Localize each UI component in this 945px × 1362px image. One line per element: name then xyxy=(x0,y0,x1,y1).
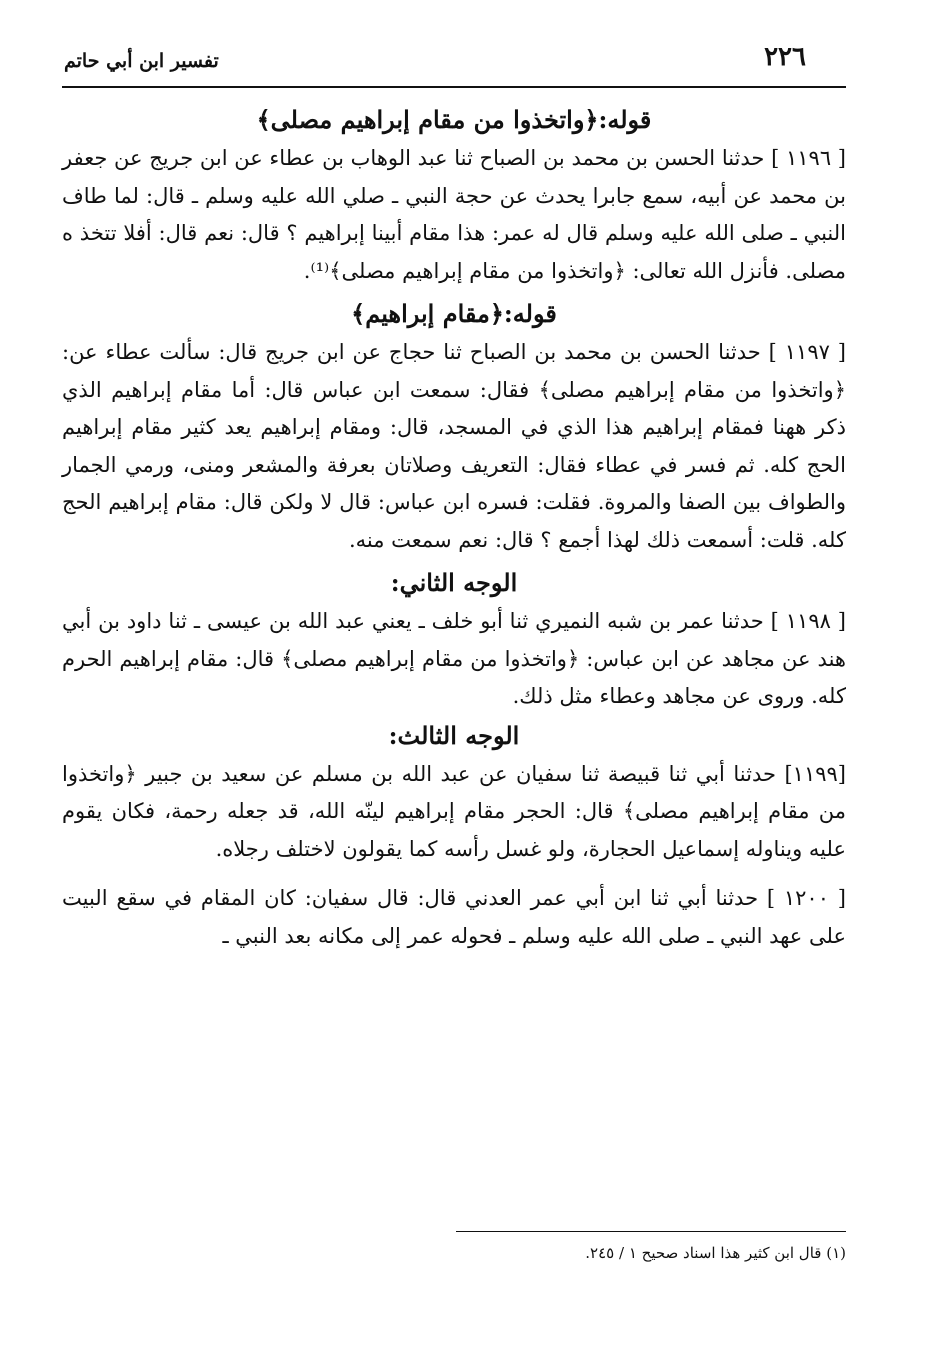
hadith-1196: [ ١١٩٦ ] حدثنا الحسن بن محمد بن الصباح ثنا عبد الوهاب بن عطاء عن ابن جريج عن جعفر بن محمد عن أبيه، سمع جابرا يحدث عن حجة النبي ـ صلي الله عليه وسلم ـ قال: لما طاف النبي ـ صلى الله عليه وسلم قال له عمر: هذا مقام أبينا إبراهيم ؟ قال: نعم قال: أفلا تتخذ ه مصلى. فأنزل الله تعالى: ﴿واتخذوا من مقام إبراهيم مصلى﴾⁽¹⁾. xyxy=(62,146,846,283)
section-heading-third-aspect: الوجه الثالث: xyxy=(388,720,520,750)
hadith-1197: [ ١١٩٧ ] حدثنا الحسن بن محمد بن الصباح ثنا حجاج عن ابن جريج قال: سألت عطاء عن: ﴿واتخذوا من مقام إبراهيم مصلى﴾ فقال: سمعت ابن عباس قال: أما مقام إبراهيم الذي ذكر ههنا فمقام إبراهيم هذا الذي في المسجد، قال: ومقام إبراهيم يعد كثير مقام إبراهيم الحج كله. ثم فسر في عطاء فقال: التعريف وصلاتان بعرفة والمشعر ومنى، ورمي الجمار والطواف بين الصفا والمروة. فقلت: فسره ابن عباس: قال لا ولكن قال: مقام إبراهيم الحج كله. قلت: أسمعت ذلك لهذا أجمع ؟ قال: نعم سمعت منه. xyxy=(62,340,846,552)
hadith-1200: [ ١٢٠٠ ] حدثنا أبي ثنا ابن أبي عمر العدني قال: قال سفيان: كان المقام في سقع البيت على عهد النبي ـ صلى الله عليه وسلم ـ فحوله عمر إلى مكانه بعد النبي ـ xyxy=(62,886,846,948)
document-page xyxy=(62,36,846,1336)
running-header xyxy=(62,36,846,88)
book-title: تفسير ابن أبي حاتم xyxy=(64,50,219,72)
footnote-divider xyxy=(456,1231,846,1232)
footnote: (١) قال ابن كثير هذا اسناد صحيح ١ / ٢٤٥. xyxy=(585,1244,846,1262)
section-heading-maqam-ibrahim: قوله:﴿مقام إبراهيم﴾ xyxy=(351,299,557,328)
section-heading-maqam-musalla: قوله:﴿واتخذوا من مقام إبراهيم مصلى﴾ xyxy=(256,105,652,134)
hadith-1198: [ ١١٩٨ ] حدثنا عمر بن شبه النميري ثنا أبو خلف ـ يعني عبد الله بن عيسى ـ ثنا داود بن أبي هند عن مجاهد عن ابن عباس: ﴿واتخذوا من مقام إبراهيم مصلى﴾ قال: مقام إبراهيم الحرم كله. وروى عن مجاهد وعطاء مثل ذلك. xyxy=(62,609,846,708)
section-heading-second-aspect: الوجه الثاني: xyxy=(390,568,518,597)
page-number: ٢٢٦ xyxy=(764,42,806,72)
hadith-1199: [١١٩٩] حدثنا أبي ثنا قبيصة ثنا سفيان عن عبد الله بن مسلم عن سعيد بن جبير ﴿واتخذوا من مقام إبراهيم مصلى﴾ قال: الحجر مقام إبراهيم لينّه الله، قد جعله رحمة، فكان يقوم عليه ويناوله إسماعيل الحجارة، ولو غسل رأسه كما يقولون لاختلف رجلاه. xyxy=(62,761,846,861)
